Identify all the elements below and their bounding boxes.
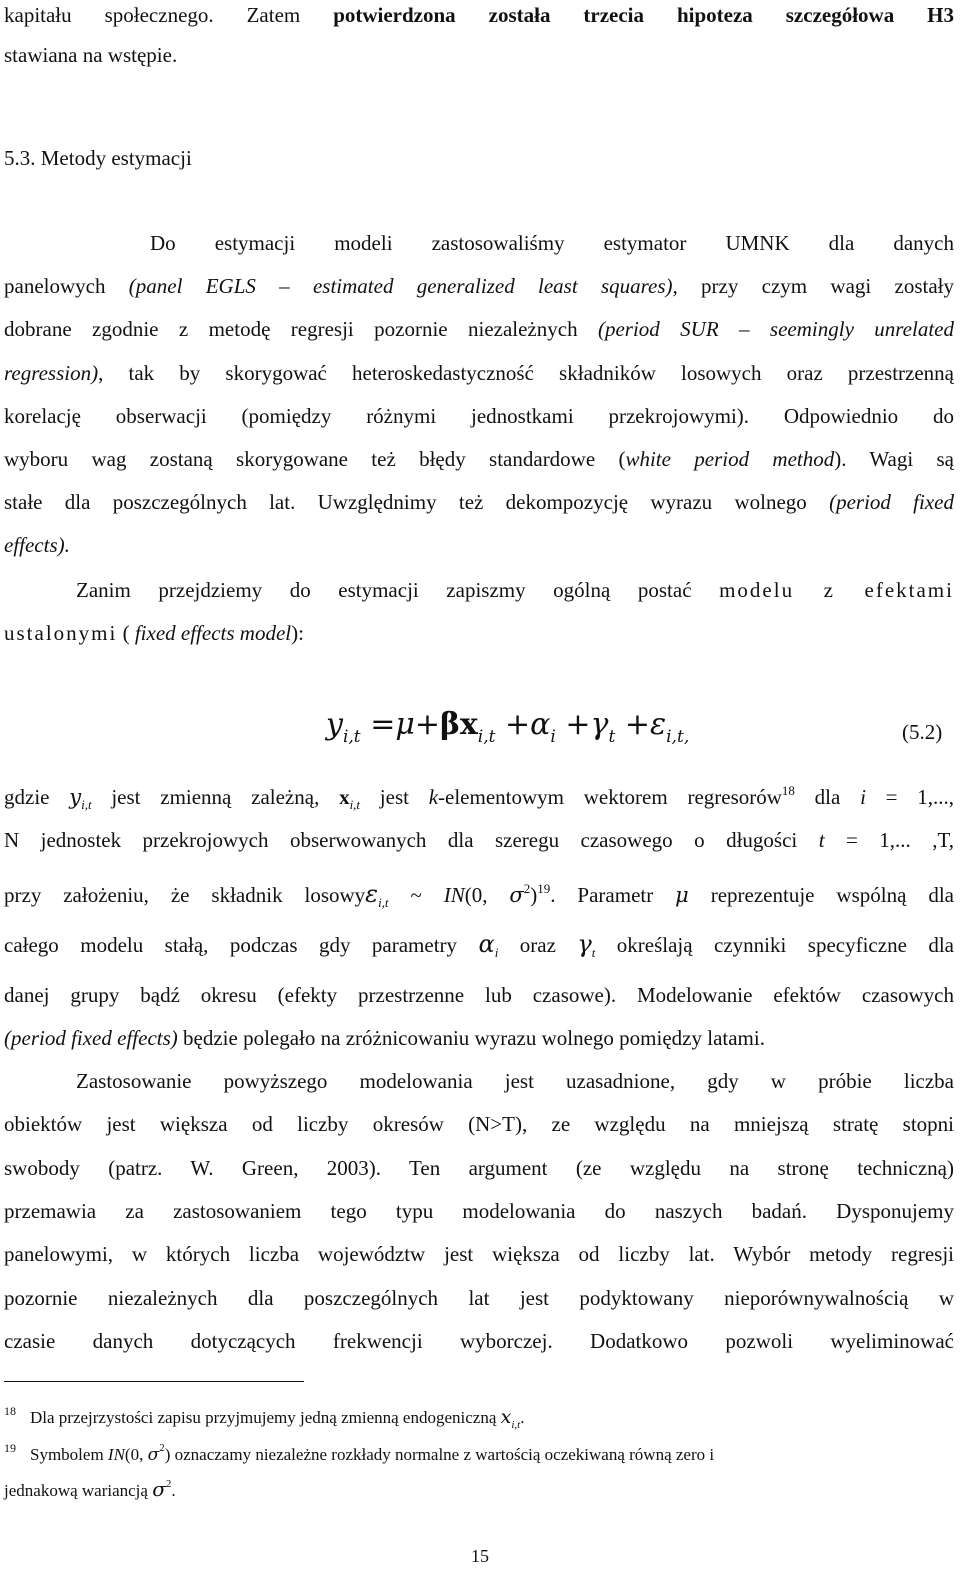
bold-text: potwierdzona została trzecia hipoteza szczegółowa H3 bbox=[333, 3, 954, 27]
footnote-18 bbox=[4, 1398, 954, 1438]
text-line bbox=[4, 575, 954, 605]
inline-math: σ bbox=[509, 883, 524, 907]
text-line bbox=[4, 618, 954, 648]
text-line bbox=[4, 487, 954, 517]
italic-text: IN bbox=[107, 1445, 125, 1464]
superscript: 2 bbox=[523, 881, 531, 896]
inline-math: ε bbox=[365, 880, 379, 908]
footnote-19 bbox=[4, 1435, 954, 1468]
italic-text: fixed effects model bbox=[134, 621, 292, 645]
footnote-text: Dla przejrzystości zapisu przyjmujemy jedną zmienną endogeniczną bbox=[30, 1408, 501, 1427]
eq-symbol: μ bbox=[395, 707, 415, 742]
text-run: przy założeniu, że składnik losowy bbox=[4, 883, 366, 907]
eq-operator: + bbox=[624, 707, 651, 742]
text-line: stawiana na wstępie. bbox=[4, 43, 178, 67]
text-line: korelację obserwacji (pomiędzy różnymi jednostkami przekrojowymi). Odpowiednio do bbox=[4, 404, 954, 428]
inline-math: y bbox=[69, 785, 82, 809]
eq-subscript: i,t bbox=[666, 727, 684, 747]
italic-text: (period fixed effects) bbox=[4, 1026, 178, 1050]
text-line: czasie danych dotyczących frekwencji wyborczej. Dodatkowo pozwoli wyeliminować bbox=[4, 1329, 954, 1353]
eq-symbol: α bbox=[530, 707, 551, 742]
text-line: obiektów jest większa od liczby okresów (N>T), ze względu na mniejszą stratę stopni bbox=[4, 1112, 954, 1136]
eq-operator: + bbox=[505, 707, 531, 742]
spaced-text: ustalonymi bbox=[4, 621, 118, 645]
text-run: N jednostek przekrojowych obserwowanych dla szeregu czasowego o długości bbox=[4, 828, 819, 852]
text-run: ): bbox=[291, 621, 304, 645]
inline-math: γ bbox=[577, 930, 592, 958]
footnote-mark: 18 bbox=[4, 1404, 16, 1418]
inline-subscript: t bbox=[591, 945, 596, 960]
footnote-text: (0, bbox=[124, 1445, 148, 1464]
text-run: ~ bbox=[388, 883, 444, 907]
text-line bbox=[4, 0, 954, 30]
text-line: Do estymacji modeli zastosowaliśmy estymator UMNK dla danych bbox=[150, 231, 954, 255]
text-run: całego modelu stałą, podczas gdy parametry bbox=[4, 933, 479, 957]
text-run: jest bbox=[360, 785, 429, 809]
eq-punct: , bbox=[683, 727, 690, 747]
superscript: 2 bbox=[165, 1478, 172, 1490]
inline-math: x bbox=[500, 1406, 512, 1428]
text-run: = 1,..., bbox=[865, 785, 955, 809]
text-line bbox=[4, 874, 954, 918]
eq-symbol: γ bbox=[590, 707, 609, 742]
footnote-text: jednakową wariancją bbox=[4, 1481, 153, 1500]
text-run: . Parametr bbox=[550, 883, 676, 907]
italic-text: t bbox=[818, 828, 825, 852]
text-line bbox=[4, 358, 954, 388]
inline-math: μ bbox=[675, 883, 689, 907]
spaced-text: modelu z efektami bbox=[719, 578, 954, 602]
inline-math: x bbox=[339, 785, 350, 809]
text-run: Zanim przejdziemy do estymacji zapiszmy ogólną postać bbox=[76, 578, 720, 602]
text-line bbox=[4, 1023, 954, 1053]
italic-text: (panel EGLS – estimated generalized least squares) bbox=[128, 274, 673, 298]
footnote-text: ) bbox=[164, 1445, 171, 1464]
text-line: przemawia za zastosowaniem tego typu modelowania do naszych badań. Dysponujemy bbox=[4, 1199, 954, 1223]
text-run: (0, bbox=[464, 883, 510, 907]
footnote-ref[interactable]: 18 bbox=[781, 783, 795, 798]
footnote-text: . bbox=[520, 1408, 525, 1427]
text-line: panelowymi, w których liczba województw jest większa od liczby lat. Wybór metody regresji bbox=[4, 1242, 954, 1266]
footnote-text: . bbox=[171, 1481, 176, 1500]
eq-symbol: ε bbox=[650, 707, 667, 742]
text-run: wyboru wag zostaną skorygowane też błędy standardowe ( bbox=[4, 447, 626, 471]
text-line bbox=[4, 825, 954, 855]
italic-text: (period SUR – seemingly unrelated bbox=[597, 317, 954, 341]
footnote-19-cont bbox=[4, 1471, 954, 1504]
text-run: , tak by skorygować heteroskedastyczność składników losowych oraz przestrzenną bbox=[98, 361, 954, 385]
text-run: dobrane zgodnie z metodę regresji pozornie niezależnych bbox=[4, 317, 598, 341]
eq-subscript: i,t bbox=[477, 727, 496, 747]
footnote-mark: 19 bbox=[4, 1441, 16, 1455]
text-run: kapitału społecznego. Zatem bbox=[4, 3, 334, 27]
italic-text: i bbox=[860, 785, 866, 809]
text-line bbox=[4, 271, 954, 301]
eq-operator: = bbox=[370, 707, 396, 742]
text-run: = 1,... ,T, bbox=[824, 828, 954, 852]
footnote-text: oznaczamy niezależne rozkłady normalne z wartością oczekiwaną równą zero i bbox=[170, 1445, 715, 1464]
footnote-text: Symbolem bbox=[30, 1445, 108, 1464]
text-line bbox=[4, 776, 954, 820]
text-run: jest zmienną zależną, bbox=[91, 785, 340, 809]
text-run: reprezentuje wspólną dla bbox=[688, 883, 954, 907]
text-run: określają czynniki specyficzne dla bbox=[595, 933, 954, 957]
italic-text: effects). bbox=[4, 533, 70, 557]
inline-subscript: i,t bbox=[511, 1419, 521, 1431]
superscript: 2 bbox=[159, 1442, 165, 1454]
text-line bbox=[4, 530, 954, 560]
text-run: ). Wagi są bbox=[834, 447, 954, 471]
inline-math: σ bbox=[147, 1445, 160, 1465]
italic-text: white period method bbox=[625, 447, 835, 471]
eq-operator: + bbox=[414, 707, 440, 742]
italic-text: (period fixed bbox=[829, 490, 954, 514]
inline-subscript: i,t bbox=[349, 797, 361, 812]
inline-math: α bbox=[478, 930, 495, 958]
italic-text: regression) bbox=[4, 361, 99, 385]
text-line: pozornie niezależnych dla poszczególnych lat jest podyktowany nieporównywalnością w bbox=[4, 1286, 954, 1310]
footnote-ref[interactable]: 19 bbox=[537, 881, 551, 896]
section-heading: 5.3. Metody estymacji bbox=[4, 146, 192, 170]
text-line: danej grupy bądź okresu (efekty przestrzenne lub czasowe). Modelowanie efektów czasowych bbox=[4, 983, 954, 1007]
eq-operator: + bbox=[565, 707, 591, 742]
page-number: 15 bbox=[471, 1546, 489, 1566]
eq-subscript: t bbox=[608, 727, 616, 747]
equation-number: (5.2) bbox=[902, 720, 943, 744]
italic-text: k bbox=[428, 785, 439, 809]
italic-text: IN bbox=[443, 883, 465, 907]
eq-symbol: x bbox=[459, 707, 478, 742]
text-run: , przy czym wagi zostały bbox=[672, 274, 955, 298]
text-run: ) bbox=[530, 883, 538, 907]
eq-symbol: y bbox=[326, 707, 343, 742]
text-run: stałe dla poszczególnych lat. Uwzględnimy też dekompozycję wyrazu wolnego bbox=[4, 490, 830, 514]
equation bbox=[326, 700, 826, 750]
inline-subscript: i bbox=[494, 945, 499, 960]
text-line: Zastosowanie powyższego modelowania jest uzasadnione, gdy w próbie liczba bbox=[76, 1069, 954, 1093]
inline-subscript: i,t bbox=[378, 895, 389, 910]
inline-subscript: i,t bbox=[81, 797, 92, 812]
eq-subscript: i,t bbox=[342, 727, 361, 747]
text-run: panelowych bbox=[4, 274, 129, 298]
text-run: dla bbox=[794, 785, 861, 809]
eq-subscript: i bbox=[550, 727, 556, 747]
text-line bbox=[4, 929, 954, 968]
text-run: będzie polegało na zróżnicowaniu wyrazu wolnego pomiędzy latami. bbox=[177, 1026, 765, 1050]
footnote-divider bbox=[4, 1381, 304, 1382]
text-line bbox=[4, 444, 954, 474]
eq-symbol: β bbox=[439, 707, 460, 742]
text-run: oraz bbox=[498, 933, 578, 957]
inline-math: σ bbox=[152, 1477, 166, 1501]
text-line bbox=[4, 314, 954, 344]
text-run: -elementowym wektorem regresorów bbox=[438, 785, 782, 809]
text-run: gdzie bbox=[4, 785, 70, 809]
text-run: ( bbox=[117, 621, 135, 645]
text-line: swobody (patrz. W. Green, 2003). Ten argument (ze względu na stronę techniczną) bbox=[4, 1156, 954, 1180]
